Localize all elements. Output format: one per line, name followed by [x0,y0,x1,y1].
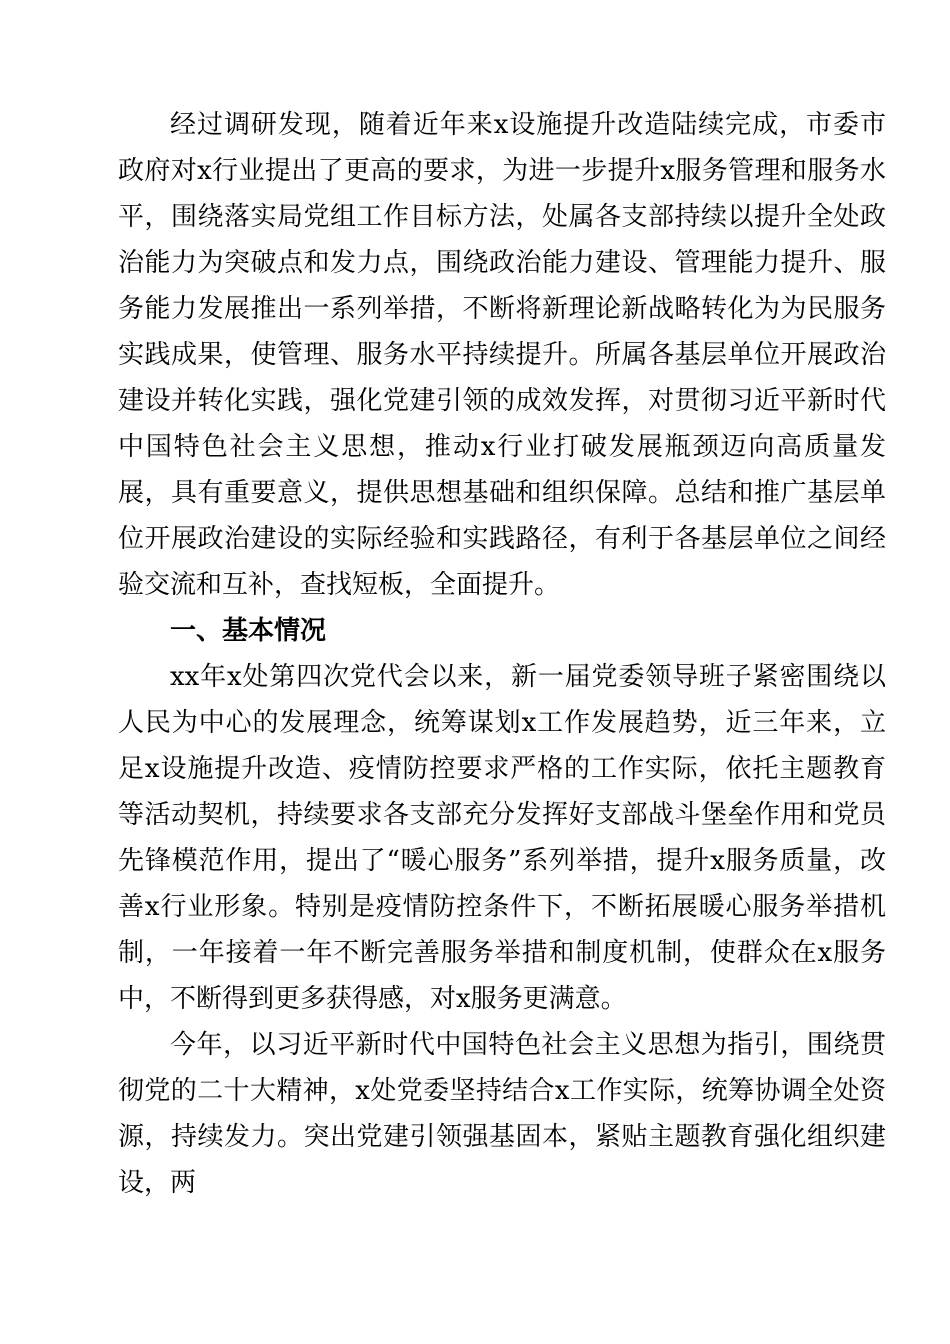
section-heading-basic-situation: 一、基本情况 [170,616,327,646]
section-paragraph-1: xx年x处第四次党代会以来，新一届党委领导班子紧密围绕以人民为中心的发展理念，统筹谋划x工作发展趋势，近三年来，立足x设施提升改造、疫情防控要求严格的工作实际，依托主题教育等活动契机，持续要求各支部充分发挥好支部战斗堡垒作用和党员先锋模范作用，提出了“暖心服务”系列举措，提升x服务质量，改善x行业形象。特别是疫情防控条件下，不断拓展暖心服务举措机制，一年接着一年不断完善服务举措和制度机制，使群众在x服务中，不断得到更多获得感，对x服务更满意。 [118,662,886,1014]
section-paragraph-2: 今年，以习近平新时代中国特色社会主义思想为指引，围绕贯彻党的二十大精神，x处党委坚持结合x工作实际，统筹协调全处资源，持续发力。突出党建引领强基固本，紧贴主题教育强化组织建设，两 [118,1030,886,1198]
document-body [118,102,886,1206]
intro-paragraph: 经过调研发现，随着近年来x设施提升改造陆续完成，市委市政府对x行业提出了更高的要求，为进一步提升x服务管理和服务水平，围绕落实局党组工作目标方法，处属各支部持续以提升全处政治能力为突破点和发力点，围绕政治能力建设、管理能力提升、服务能力发展推出一系列举措，不断将新理论新战略转化为为民服务实践成果，使管理、服务水平持续提升。所属各基层单位开展政治建设并转化实践，强化党建引领的成效发挥，对贯彻习近平新时代中国特色社会主义思想，推动x行业打破发展瓶颈迈向高质量发展，具有重要意义，提供思想基础和组织保障。总结和推广基层单位开展政治建设的实际经验和实践路径，有利于各基层单位之间经验交流和互补，查找短板，全面提升。 [118,110,886,600]
